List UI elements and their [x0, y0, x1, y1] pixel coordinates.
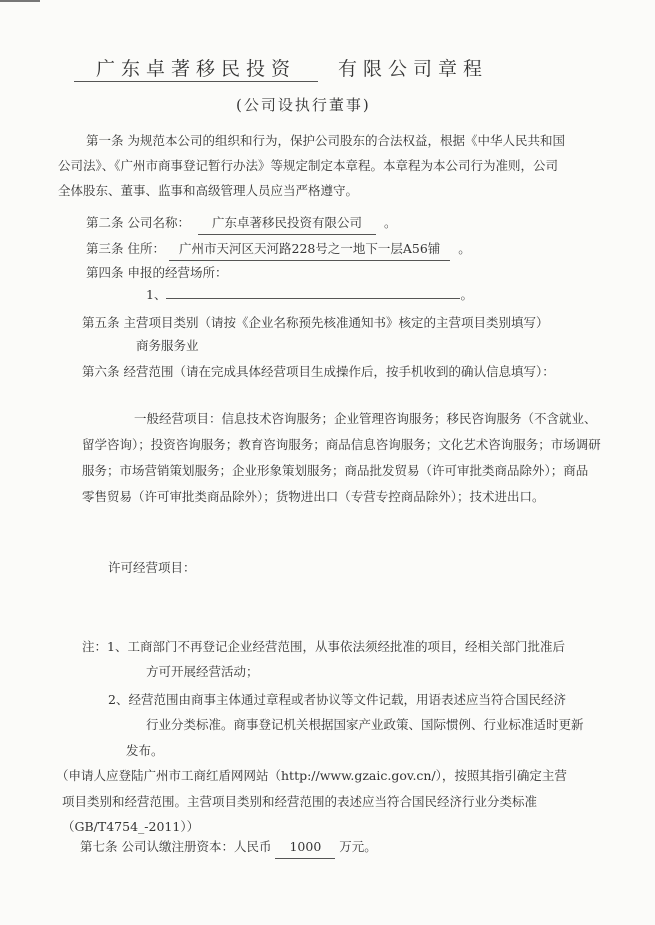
- article3-label: 第三条 住所：: [86, 241, 165, 256]
- article7-label: 第七条 公司认缴注册资本：人民币: [80, 839, 272, 854]
- article1-line2: 公司法》、《广州市商事登记暂行办法》等规定制定本章程。本章程为本公司行为准则，公司: [58, 158, 559, 173]
- note1-line2: 方可开展经营活动；: [146, 664, 259, 679]
- article2-end: 。: [384, 215, 397, 230]
- licensed-business-label: 许可经营项目：: [108, 560, 196, 575]
- title-suffix: 有限公司章程: [338, 58, 489, 80]
- article1-line3: 全体股东、董事、监事和高级管理人员应当严格遵守。: [58, 183, 359, 198]
- article5-label: 第五条 主营项目类别（请按《企业名称预先核准通知书》核定的主营项目类别填写）: [82, 315, 549, 330]
- article2: [86, 212, 397, 235]
- business-scope-line1: 一般经营项目：信息技术咨询服务；企业管理咨询服务；移民咨询服务（不含就业、: [134, 411, 597, 426]
- article1-line1: 第一条 为规范本公司的组织和行为，保护公司股东的合法权益，根据《中华人民共和国: [86, 133, 565, 148]
- apply-note-line3: （GB/T4754_-2011））: [62, 819, 200, 834]
- article4-end: 。: [460, 287, 473, 302]
- scan-corner-mark: [0, 0, 40, 12]
- address-value: 广州市天河区天河路228号之一地下一层A56铺: [169, 238, 450, 261]
- note2-line2: 行业分类标准。商事登记机关根据国家产业政策、国际惯例、行业标准适时更新: [146, 717, 584, 732]
- main-business-category-value: 商务服务业: [136, 338, 199, 353]
- apply-note-line1: （申请人应登陆广州市工商红盾网网站（http://www.gzaic.gov.cn/），按照其指引确定主营: [56, 768, 567, 783]
- business-scope-line2: 留学咨询）；投资咨询服务；教育咨询服务；商品信息咨询服务；文化艺术咨询服务；市场调研: [82, 437, 601, 452]
- article4-item-prefix: 1、: [146, 287, 167, 302]
- note1-line1: 注：1、工商部门不再登记企业经营范围，从事依法须经批准的项目，经相关部门批准后: [82, 639, 565, 654]
- article4-item: [146, 284, 473, 306]
- business-scope-line4: 零售贸易（许可审批类商品除外）；货物进出口（专营专控商品除外）；技术进出口。: [82, 489, 545, 504]
- document-title: [74, 54, 488, 82]
- business-location-blank: [166, 284, 460, 299]
- business-scope-line3: 服务；市场营销策划服务；企业形象策划服务；商品批发贸易（许可审批类商品除外）；商品: [82, 463, 589, 478]
- company-name-value: 广东卓著移民投资有限公司: [198, 212, 376, 235]
- registered-capital-amount: 1000: [275, 836, 335, 859]
- article3-end: 。: [458, 241, 471, 256]
- document-subtitle: (公司设执行董事): [236, 96, 371, 114]
- article3: [86, 238, 471, 261]
- apply-note-line2: 项目类别和经营范围。主营项目类别和经营范围的表述应当符合国民经济行业分类标准: [62, 794, 538, 809]
- article4-label: 第四条 申报的经营场所：: [86, 265, 228, 280]
- title-company-name: 广东卓著移民投资: [74, 54, 318, 82]
- article2-label: 第二条 公司名称：: [86, 215, 190, 230]
- article7-suffix: 万元。: [339, 839, 377, 854]
- note2-line1: 2、经营范围由商事主体通过章程或者协议等文件记载，用语表述应当符合国民经济: [108, 692, 566, 707]
- article7: [80, 836, 377, 859]
- note2-line3: 发布。: [126, 743, 164, 758]
- article6-label: 第六条 经营范围（请在完成具体经营项目生成操作后，按手机收到的确认信息填写）：: [82, 364, 555, 379]
